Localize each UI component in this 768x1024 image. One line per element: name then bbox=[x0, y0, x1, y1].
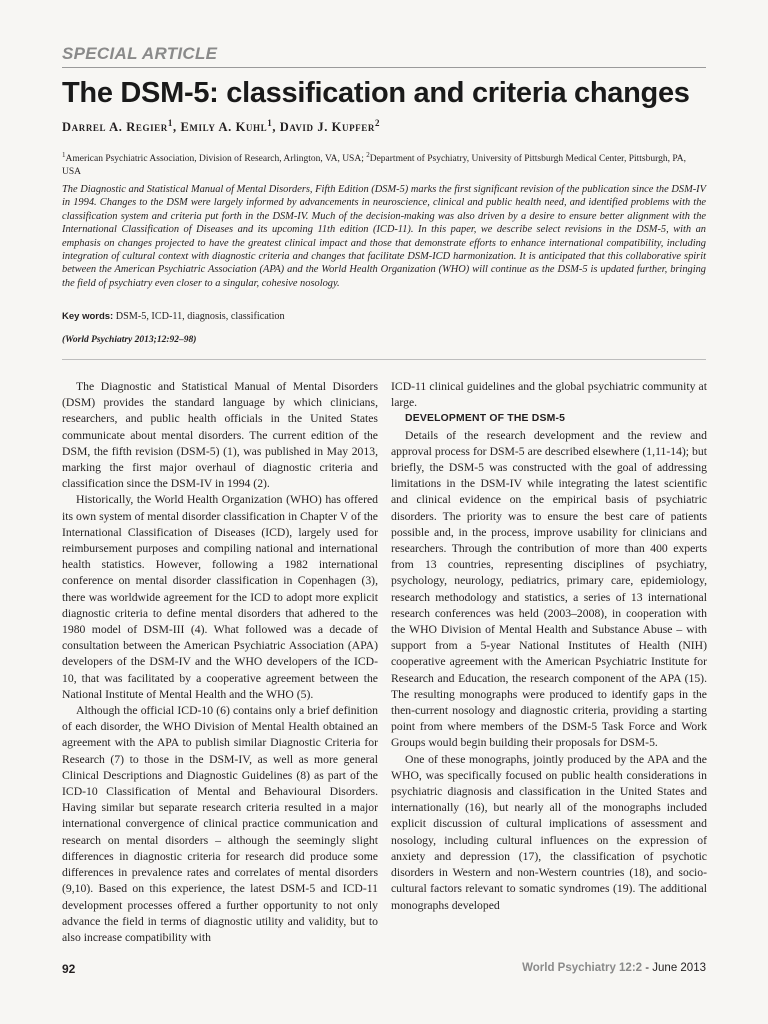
abstract-divider bbox=[62, 359, 706, 360]
author-name: Emily A. Kuhl bbox=[180, 120, 268, 135]
author-name: David J. Kupfer bbox=[279, 120, 375, 135]
abstract: The Diagnostic and Statistical Manual of Mental Disorders, Fifth Edition (DSM-5) marks the first significant revision of the publication since the DSM-IV in 1994. Changes to the DSM were largely informed by advancements in neuroscience, clinical and public health need, and identified problems with the classification system and criteria put forth in the DSM-IV. Much of the decision-making was also driven by a desire to ensure better alignment with the International Classification of Diseases and its upcoming 11th edition (ICD-11). In this paper, we describe select revisions in the DSM-5, with an emphasis on changes projected to have the greatest clinical impact and those that demonstrate efforts to enhance international compatibility, including integration of cultural context with diagnostic criteria and changes that facilitate DSM-ICD harmonization. It is anticipated that this collaborative spirit between the American Psychiatric Association (APA) and the World Health Organization (WHO) will continue as the DSM-5 is updated further, bringing the field of psychiatry even closer to a singular, cohesive nosology. bbox=[62, 184, 706, 289]
author-list bbox=[62, 118, 380, 135]
author-affiliation-marker: 1 bbox=[267, 118, 273, 128]
author-affiliation-marker: 1 bbox=[167, 118, 173, 128]
affiliations bbox=[62, 149, 706, 179]
affiliation-text: American Psychiatric Association, Division of Research, Arlington, VA, USA; bbox=[65, 154, 367, 165]
author-separator: , bbox=[173, 120, 181, 135]
page-number: 92 bbox=[62, 962, 76, 976]
keywords-label: Key words: bbox=[62, 311, 114, 322]
keywords bbox=[62, 311, 285, 322]
body-paragraph: Although the official ICD-10 (6) contains only a brief definition of each disorder, the WHO Division of Mental Health obtained an agreement with the APA to publish similar Diagnostic Criteria for Research (7) to those in the DSM-IV, as well as more general Clinical Descriptions and Diagnostic Guidelines (8) as part of the ICD-10 Classification of Mental and Behavioural Disorders. Having similar but separate research criteria resulted in a major international convergence of clinical practice communication and research on mental disorders – although the seemingly slight differences in diagnostic criteria for research did produce some differences in prevalence rates and correlates of mental disorders (9,10). Based on this experience, the latest DSM-5 and ICD-11 development processes offered a further opportunity to not only advance the field in terms of diagnostic utility and validity, but to also increase compatibility with bbox=[62, 704, 378, 944]
article-type-label: SPECIAL ARTICLE bbox=[62, 44, 218, 63]
body-paragraph: Historically, the World Health Organization (WHO) has offered its own system of mental disorder classification in Chapter V of the International Classification of Diseases (ICD), largely used for reimbursement purposes and compiling national and international health statistics. However, following a 1982 international conference on mental disorder classification in Copenhagen (3), there was worldwide agreement for the ICD to adopt more explicit diagnostic criteria to define mental disorders that adhered to the 1980 model of DSM-III (4). What followed was a decade of consultation between the American Psychiatric Association (APA) developers of the DSM-IV and the WHO developers of the ICD-10, that was facilitated by a cooperative agreement between the National Institute of Mental Health and the WHO (5). bbox=[62, 493, 378, 701]
article-title: The DSM-5: classification and criteria changes bbox=[62, 77, 690, 109]
issue-date: - June 2013 bbox=[642, 962, 706, 974]
journal-footer bbox=[522, 962, 706, 974]
affiliation-text: Department of Psychiatry, University of Pittsburgh Medical Center, Pittsburgh, PA, USA bbox=[62, 154, 686, 178]
citation: (World Psychiatry 2013;12:92–98) bbox=[62, 335, 197, 345]
body-paragraph-continuation: ICD-11 clinical guidelines and the global psychiatric community at large. bbox=[391, 380, 707, 410]
author-name: Darrel A. Regier bbox=[62, 120, 168, 135]
author-affiliation-marker: 2 bbox=[374, 118, 381, 128]
body-column-right bbox=[391, 379, 707, 914]
body-column-left bbox=[62, 379, 378, 946]
section-heading: DEVELOPMENT OF THE DSM-5 bbox=[405, 413, 566, 425]
keywords-text: DSM-5, ICD-11, diagnosis, classification bbox=[113, 311, 285, 322]
journal-name: World Psychiatry 12:2 bbox=[522, 962, 643, 974]
header-divider bbox=[62, 67, 706, 68]
affiliation-marker: 2 bbox=[366, 151, 370, 159]
body-paragraph: The Diagnostic and Statistical Manual of Mental Disorders (DSM) provides the standard language by which clinicians, researchers, and public health officials in the United States communicate about mental disorders. The current edition of the DSM, the fifth revision (DSM-5) (1), was published in May 2013, marking the first major overhaul of diagnostic criteria and classification since the DSM-IV in 1994 (2). bbox=[62, 380, 378, 491]
body-paragraph: Details of the research development and the review and approval process for DSM-5 are described elsewhere (1,11-14); but briefly, the DSM-5 was constructed with the goal of addressing limitations in the DSM-IV while integrating the latest scientific and clinical evidence on the empirical basis of psychiatric disorders. The priority was to ensure the best care of patients possible and, in the process, improve usability for clinicians and researchers. Through the contribution of more than 400 experts from 13 countries, representing disciplines of psychiatry, psychology, neurology, pediatrics, primary care, epidemiology, research methodology and statistics, a series of 13 international research conferences was held (2003–2008), in cooperation with the WHO Division of Mental Health and Substance Abuse – with support from a 5-year National Institutes of Health (NIH) cooperative agreement with the American Psychiatric Institute for Research and Education, the research component of the APA (15). The resulting monographs were produced to identify gaps in the then-current nosology and diagnostic criteria, providing a starting point from where members of the DSM-5 Task Force and Work Groups would begin building their proposals for DSM-5. bbox=[391, 428, 707, 750]
affiliation-marker: 1 bbox=[62, 151, 66, 159]
body-paragraph: One of these monographs, jointly produced by the APA and the WHO, was specifically focused on public health considerations in psychiatric diagnosis and classification in the United States and internationally (16), but nearly all of the monographs included explicit discussion of cultural implications of assessment and nosology, including cultural influences on the expression of anxiety and depression (17), the classification of psychotic disorders in Western and non-Western countries (18), and socio-cultural factors relevant to somatic syndromes (19). The additional monographs developed bbox=[391, 752, 707, 912]
author-separator: , bbox=[272, 120, 280, 135]
